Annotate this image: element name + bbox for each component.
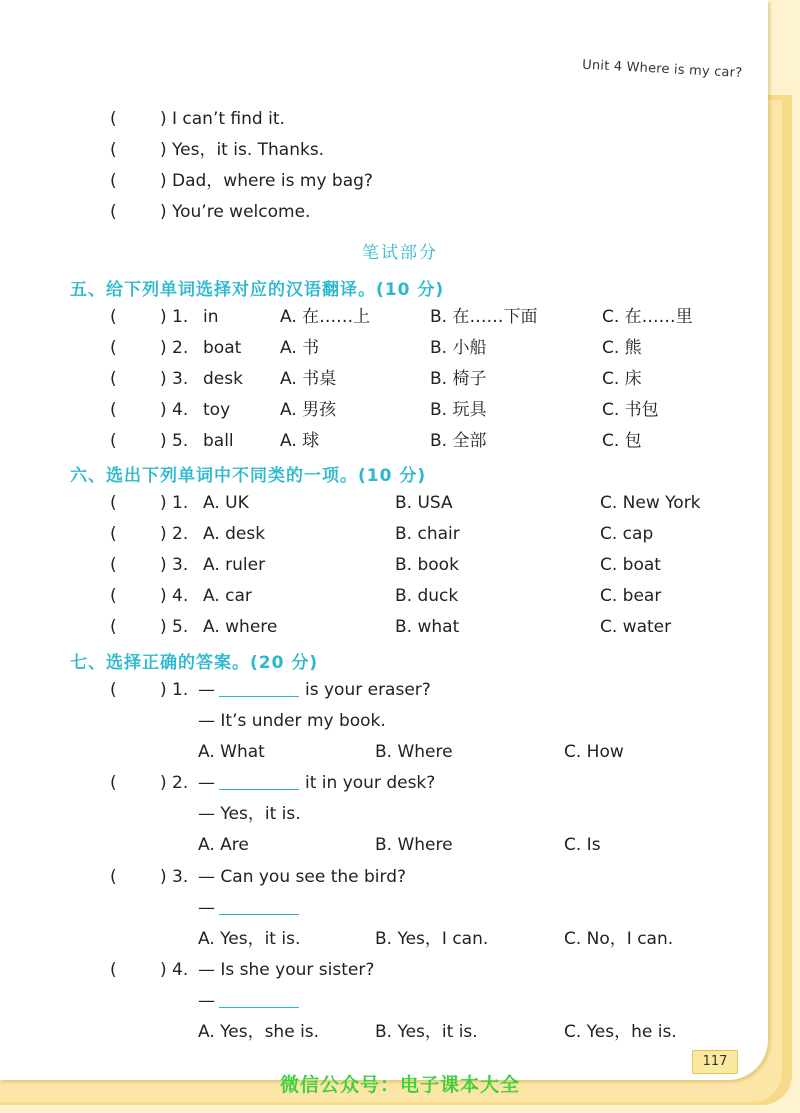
section7-title: 七、选择正确的答案。(20 分) <box>70 653 319 673</box>
question-reply: — <box>198 990 305 1012</box>
section5-title: 五、给下列单词选择对应的汉语翻译。(10 分) <box>70 280 445 300</box>
answer-blank <box>219 898 299 915</box>
unit-header: Unit 4 Where is my car? <box>581 57 743 81</box>
question-reply: — Yes，it is. <box>198 804 301 824</box>
section6-title: 六、选出下列单词中不同类的一项。(10 分) <box>70 466 427 486</box>
question-reply: — It’s under my book. <box>198 711 386 731</box>
question-reply: — <box>198 897 305 919</box>
answer-blank <box>219 991 299 1008</box>
answer-blank <box>219 680 299 697</box>
answer-blank <box>219 773 299 790</box>
watermark-text: 微信公众号：电子课本大全 <box>279 1074 520 1096</box>
written-part-title: 笔试部分 <box>362 243 438 263</box>
page-number: 117 <box>692 1050 738 1074</box>
